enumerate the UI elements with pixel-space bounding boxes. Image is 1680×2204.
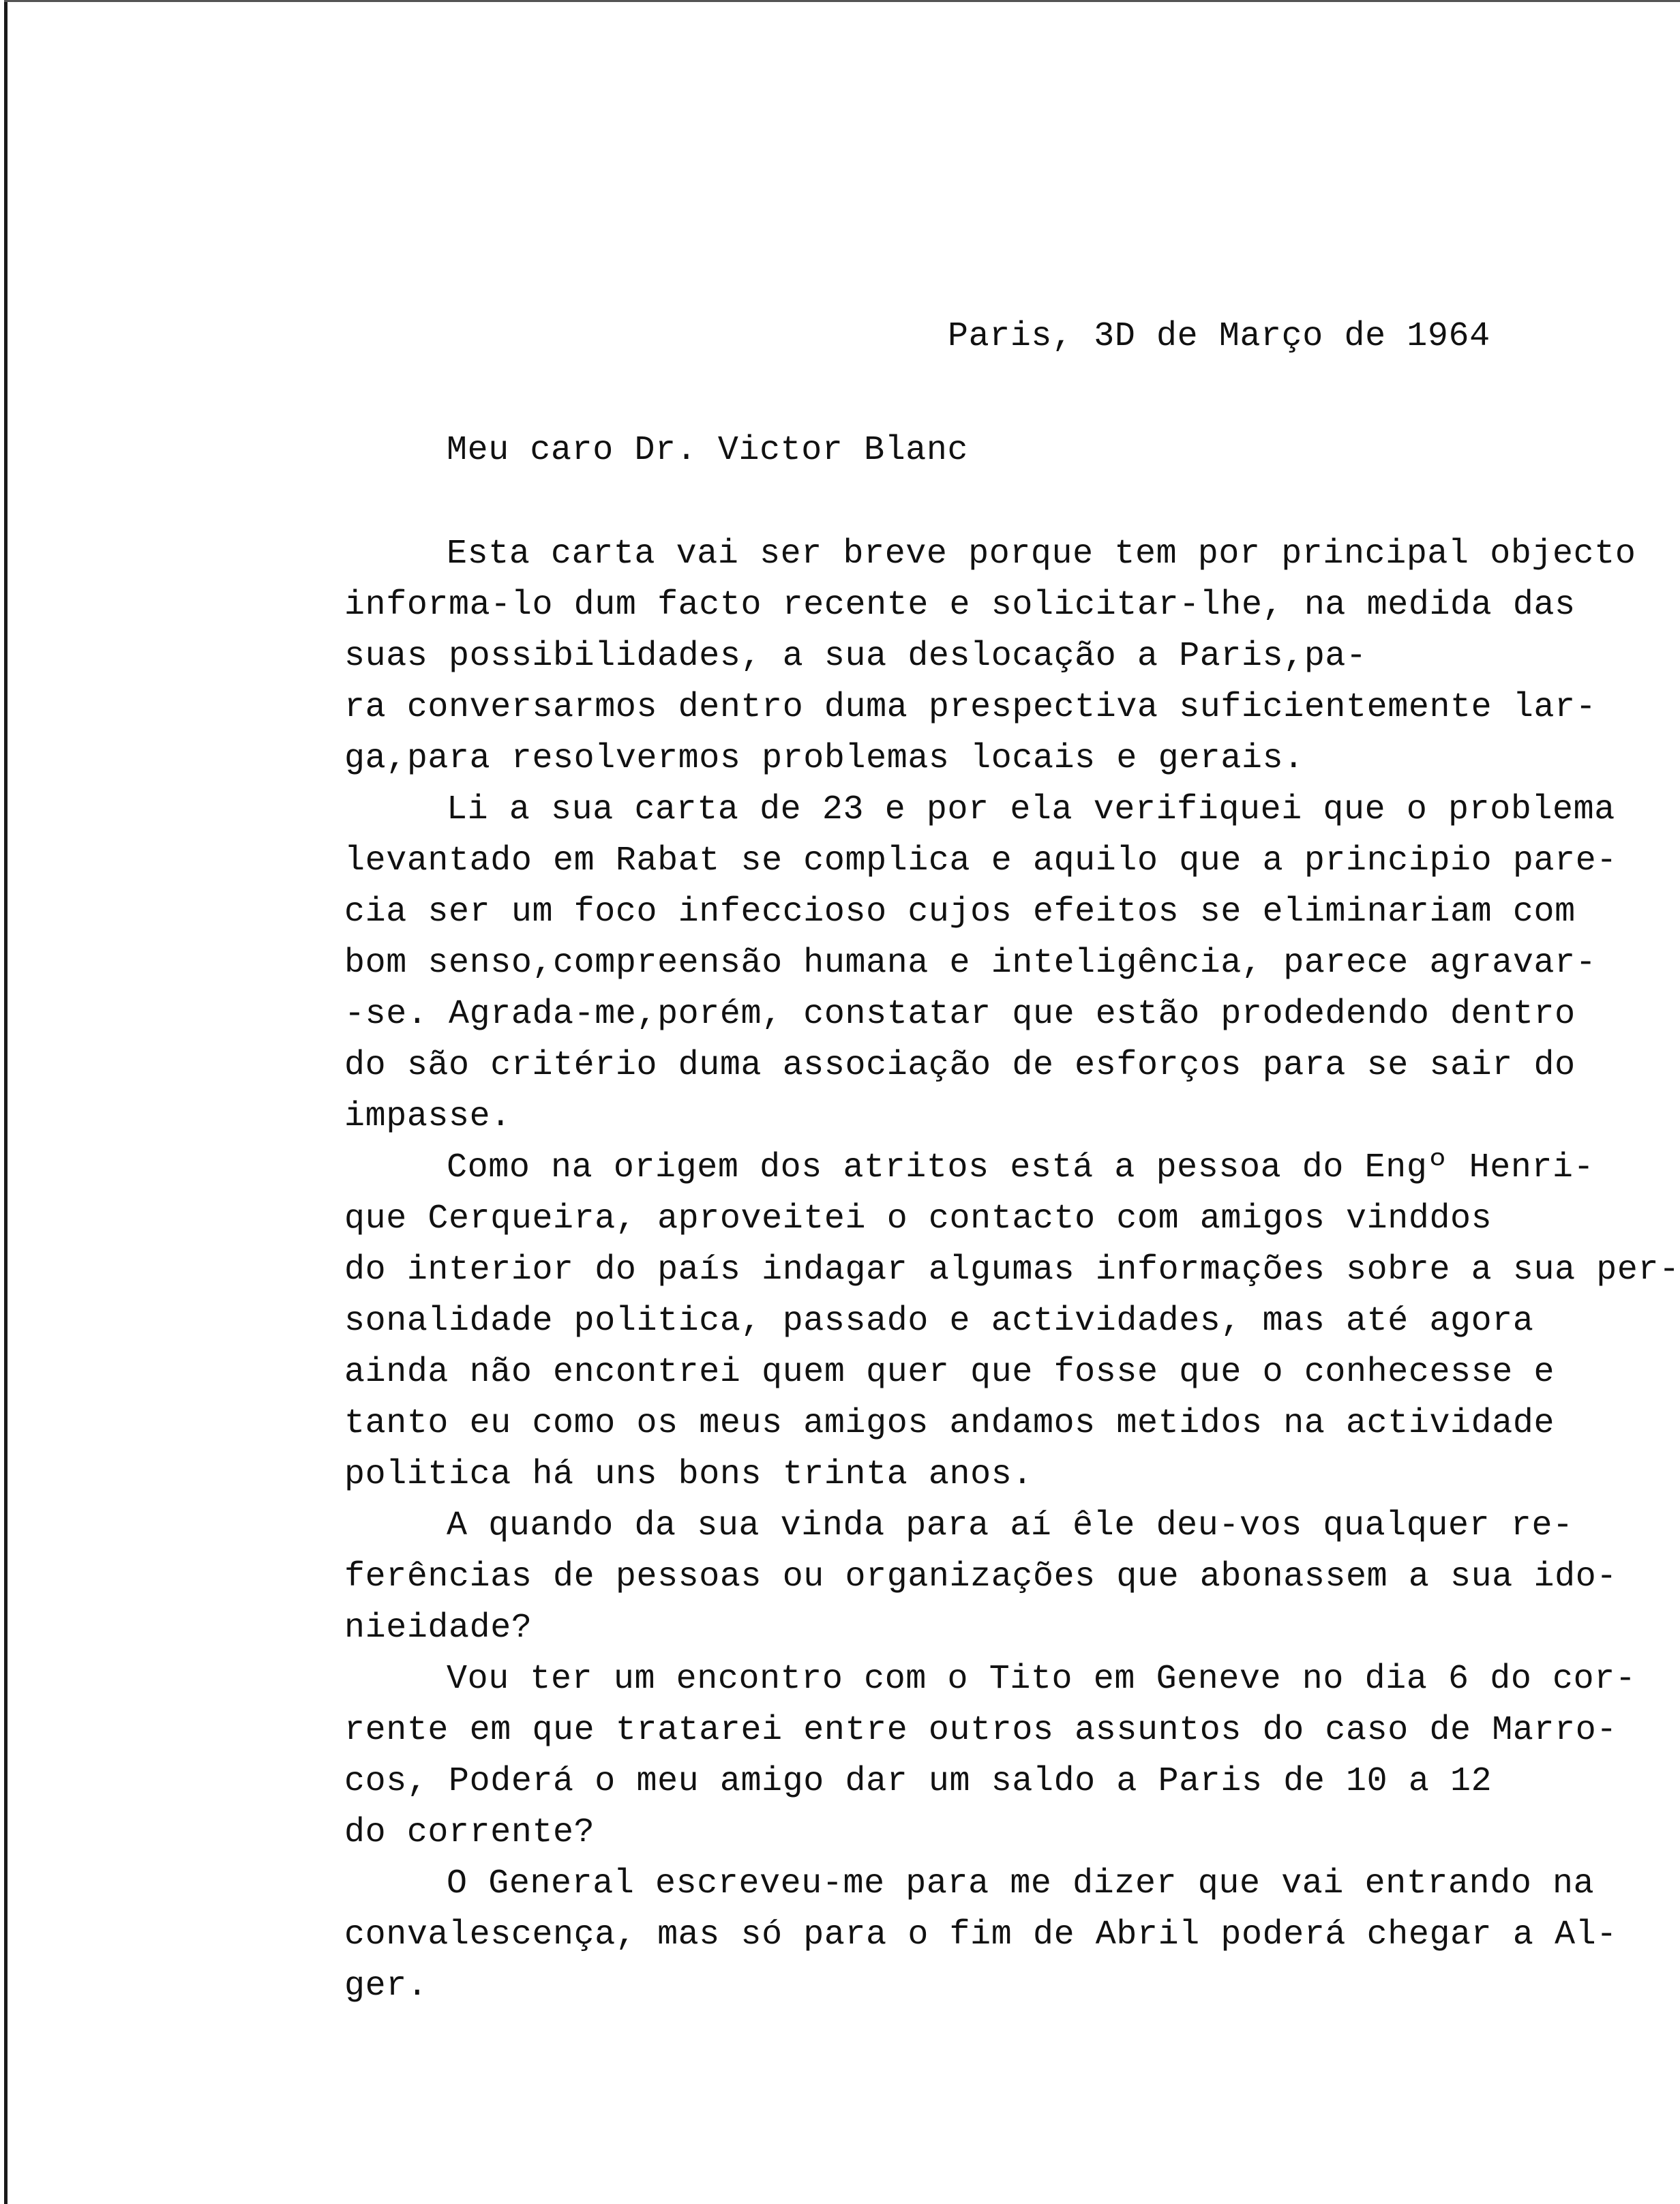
text-line: Esta carta vai ser breve porque tem por principal objecto <box>447 535 1636 574</box>
text-line: cos, Poderá o meu amigo dar um saldo a Paris de 10 a 12 <box>344 1762 1492 1801</box>
text-line: sonalidade politica, passado e actividades, mas até agora <box>344 1302 1534 1341</box>
text-line: ger. <box>344 1967 428 2006</box>
text-line: do corrente? <box>344 1813 595 1852</box>
paper-edge-top <box>4 0 1680 2</box>
text-line: Como na origem dos atritos está a pessoa do Engº Henri- <box>447 1148 1595 1187</box>
text-line: cia ser um foco infeccioso cujos efeitos se eliminariam com <box>344 893 1576 932</box>
text-line: ra conversarmos dentro duma prespectiva suficientemente lar- <box>344 688 1597 727</box>
text-line: Vou ter um encontro com o Tito em Geneve no dia 6 do cor- <box>447 1660 1636 1699</box>
text-line: -se. Agrada-me,porém, constatar que estão prodedendo dentro <box>344 995 1576 1034</box>
text-line: ga,para resolvermos problemas locais e gerais. <box>344 739 1304 778</box>
dateline: Paris, 3D de Março de 1964 <box>948 317 1490 356</box>
paper-edge-left <box>4 0 7 2204</box>
text-line: impasse. <box>344 1097 511 1136</box>
text-line: rente em que tratarei entre outros assuntos do caso de Marro- <box>344 1711 1617 1750</box>
text-line: suas possibilidades, a sua deslocação a Paris,pa- <box>344 637 1367 676</box>
text-line: ainda não encontrei quem quer que fosse que o conhecesse e <box>344 1353 1555 1392</box>
text-line: politica há uns bons trinta anos. <box>344 1455 1033 1494</box>
text-line: bom senso,compreensão humana e inteligência, parece agravar- <box>344 944 1597 983</box>
text-line: informa-lo dum facto recente e solicitar-lhe, na medida das <box>344 586 1576 625</box>
text-line: levantado em Rabat se complica e aquilo que a principio pare- <box>344 842 1617 880</box>
text-line: O General escreveu-me para me dizer que vai entrando na <box>447 1864 1595 1903</box>
salutation: Meu caro Dr. Victor Blanc <box>447 431 969 470</box>
text-line: A quando da sua vinda para aí êle deu-vos qualquer re- <box>447 1506 1574 1545</box>
text-line: tanto eu como os meus amigos andamos metidos na actividade <box>344 1404 1555 1443</box>
text-line: do interior do país indagar algumas informações sobre a sua per- <box>344 1251 1680 1290</box>
text-line: convalescença, mas só para o fim de Abril poderá chegar a Al- <box>344 1916 1617 1954</box>
text-line: ferências de pessoas ou organizações que abonassem a sua ido- <box>344 1558 1617 1596</box>
text-line: nieidade? <box>344 1609 532 1648</box>
text-line: Li a sua carta de 23 e por ela verifiquei que o problema <box>447 790 1615 829</box>
text-line: do são critério duma associação de esforços para se sair do <box>344 1046 1576 1085</box>
text-line: que Cerqueira, aproveitei o contacto com amigos vinddos <box>344 1200 1492 1238</box>
